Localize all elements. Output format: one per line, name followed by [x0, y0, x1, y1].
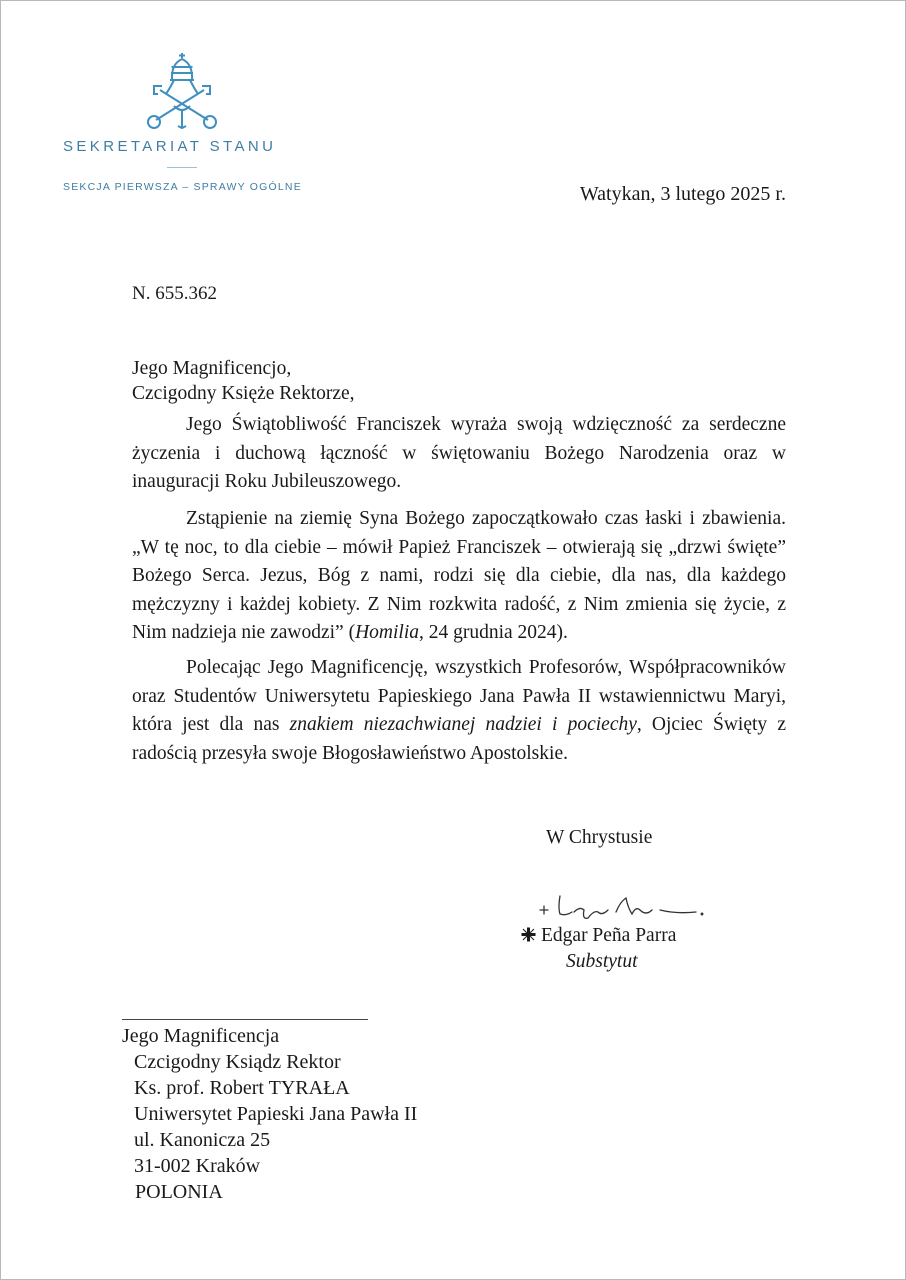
letterhead-section: SEKCJA PIERWSZA – SPRAWY OGÓLNE: [63, 181, 302, 193]
paragraph-3-end: , Ojciec Święty z radością przesyła swoje Błogosławieństwo Apostolskie.: [132, 714, 786, 764]
place-date: Watykan, 3 lutego 2025 r.: [579, 183, 786, 205]
holy-see-emblem-icon: [144, 50, 220, 130]
address-divider: [122, 1019, 368, 1020]
paragraph-3-emphasis: znakiem niezachwianej nadziei i pociechy: [289, 714, 637, 735]
paragraph-2-citation-date: , 24 grudnia 2024).: [418, 622, 568, 643]
recipient-address: [122, 1023, 417, 1205]
paragraph-3-text: Polecając Jego Magnificencję, wszystkich Profesorów, Współpracowników oraz Studentów Uniwersytetu Papieskiego Jana Pawła II wstawiennictwu Maryi, która jest dla nas: [132, 657, 786, 735]
paragraph-3: [132, 654, 786, 768]
salutation-line-1: Jego Magnificencjo,: [132, 358, 292, 379]
paragraph-2-citation: Homilia: [355, 622, 419, 643]
paragraph-2: [132, 505, 786, 648]
letterhead-divider: [167, 167, 197, 168]
address-line: Uniwersytet Papieski Jana Pawła II: [134, 1103, 418, 1125]
signer-name-line: [521, 925, 676, 947]
signer-name: Edgar Peña Parra: [541, 925, 677, 946]
closing-phrase: W Chrystusie: [546, 827, 653, 848]
signer-title: Substytut: [566, 951, 638, 972]
episcopal-cross-icon: [521, 927, 536, 942]
reference-number: N. 655.362: [132, 283, 217, 304]
address-line: ul. Kanonicza 25: [134, 1129, 271, 1151]
address-line: Ks. prof. Robert TYRAŁA: [134, 1077, 350, 1099]
handwritten-signature: [536, 888, 706, 928]
paragraph-2-text: Zstąpienie na ziemię Syna Bożego zapoczątkowało czas łaski i zbawienia. „W tę noc, to dla ciebie – mówił Papież Franciszek – otwierają się „drzwi święte” Bożego Serca. Jezus, Bóg z nami, rodzi się dla ciebie, dla nas, dla każdego mężczyzny i każdej kobiety. Z Nim rozkwita radość, z Nim zmienia się życie, z Nim nadzieja nie zawodzi” (: [132, 508, 786, 643]
paragraph-1: Jego Świątobliwość Franciszek wyraża swoją wdzięczność za serdeczne życzenia i duchową łączność w świętowaniu Bożego Narodzenia oraz w inauguracji Roku Jubileuszowego.: [132, 414, 786, 492]
address-line: Jego Magnificencja: [122, 1025, 280, 1047]
address-line: Czcigodny Ksiądz Rektor: [134, 1051, 341, 1073]
address-line: POLONIA: [135, 1181, 223, 1203]
salutation-line-2: Czcigodny Księże Rektorze,: [132, 383, 355, 404]
address-line: 31-002 Kraków: [134, 1155, 261, 1177]
letterhead-office: SEKRETARIAT STANU: [63, 138, 277, 155]
